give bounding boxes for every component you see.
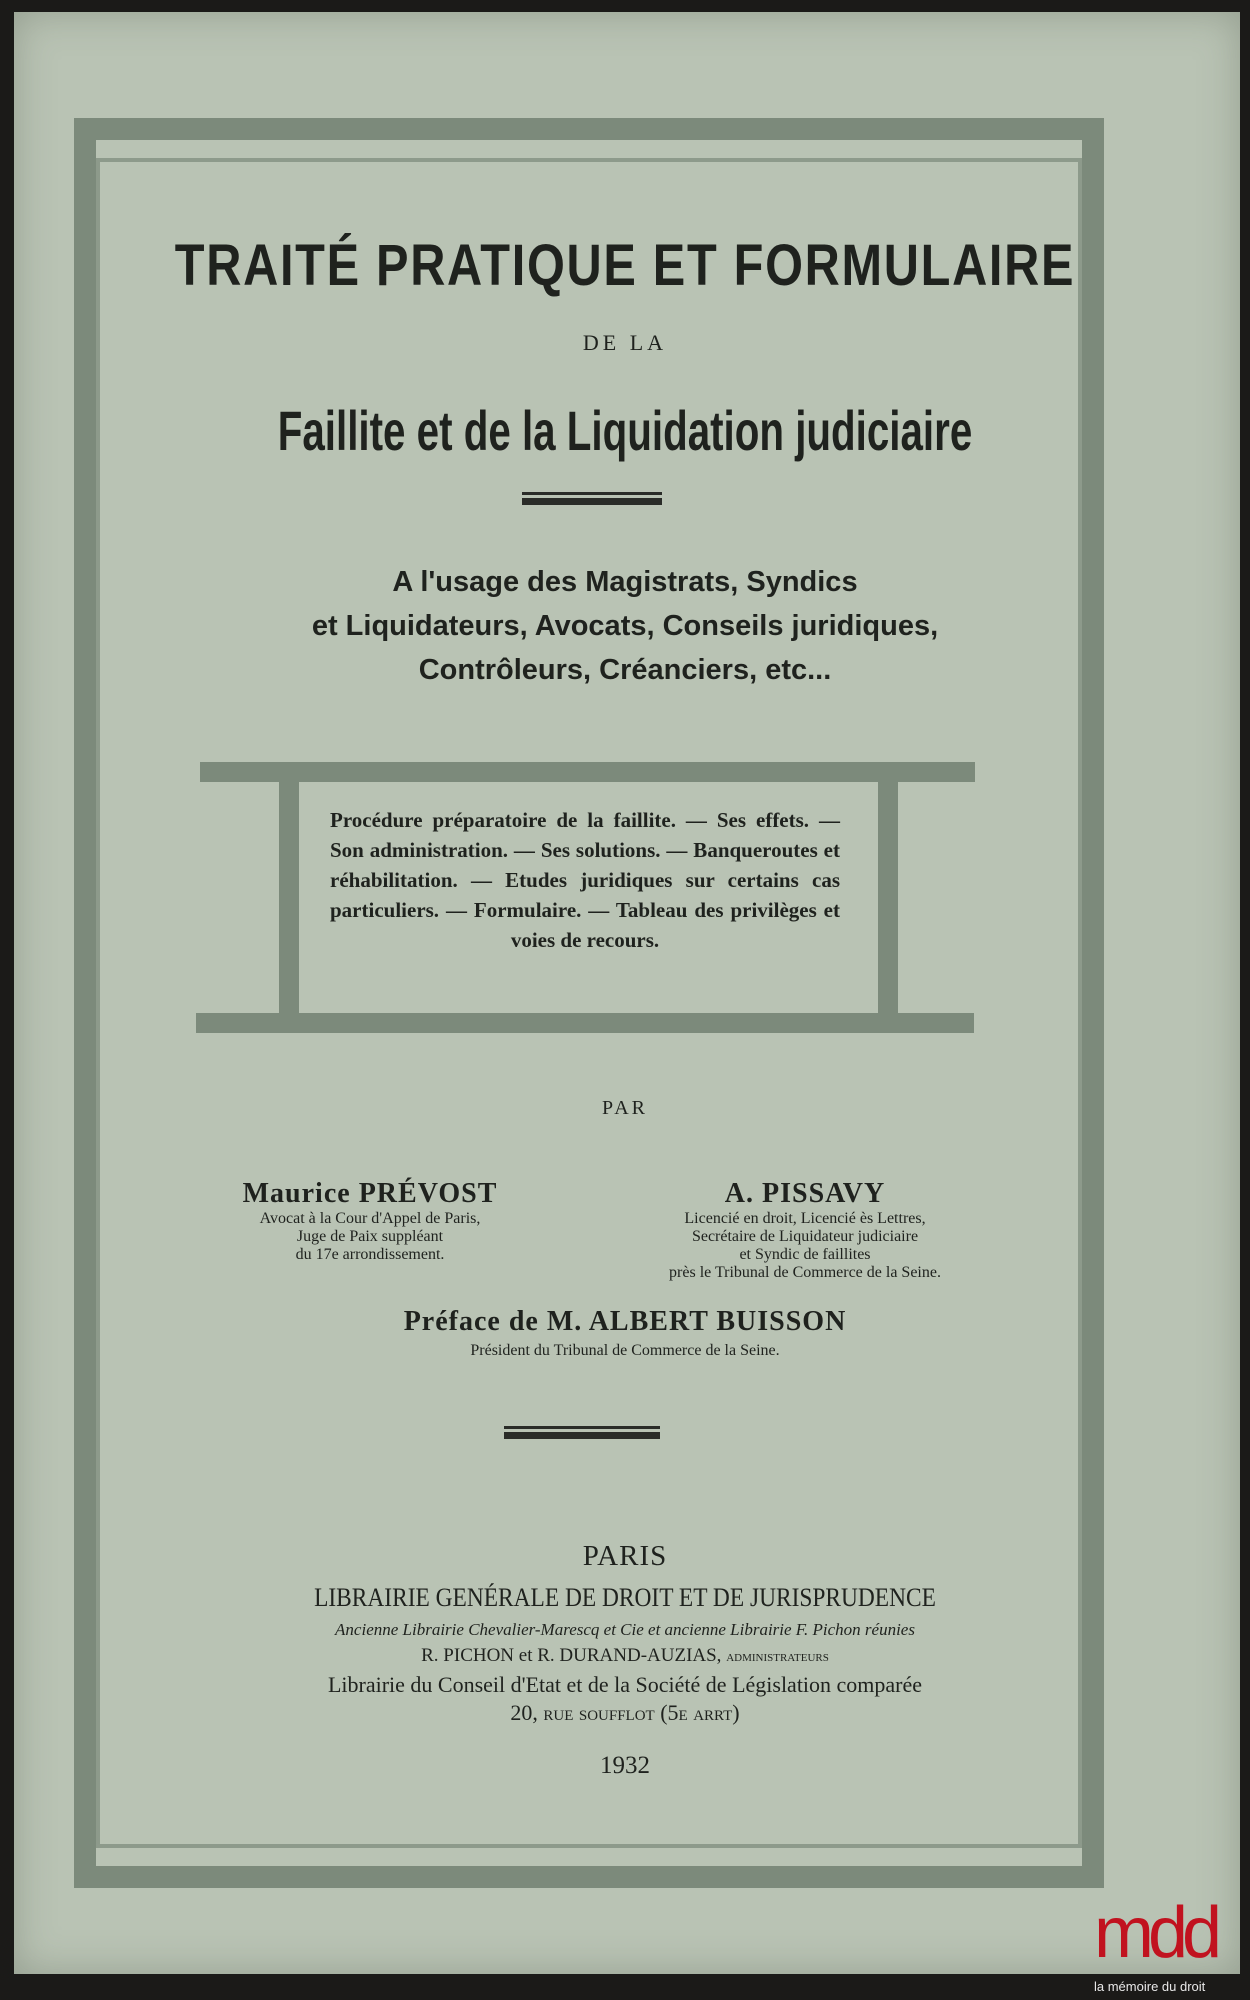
contents-frame-bottom: [196, 1013, 974, 1033]
logo-tagline: la mémoire du droit: [1094, 1979, 1206, 1994]
author-credential: Secrétaire de Liquidateur judiciaire: [691, 1228, 919, 1245]
contents-frame-right: [878, 782, 898, 1013]
divider-rule-thin: [522, 492, 662, 495]
author-credential: Juge de Paix suppléant: [296, 1228, 444, 1245]
administrator-names: R. PICHON et R. DURAND-AUZIAS,: [421, 1645, 722, 1666]
address-street: rue soufflot (5e arrt): [543, 1700, 740, 1725]
preface-author-title: Président du Tribunal de Commerce de la Seine.: [470, 1342, 780, 1359]
mdd-logo: [1090, 1893, 1250, 2000]
audience-line: et Liquidateurs, Avocats, Conseils juridiques,: [311, 610, 939, 642]
book-title: TRAITÉ PRATIQUE ET FORMULAIRE: [174, 233, 1076, 298]
divider-rule-thin: [504, 1426, 660, 1429]
by-label: PAR: [601, 1097, 649, 1119]
publisher-name: LIBRAIRIE GENÉRALE DE DROIT ET DE JURISPRUDENCE: [314, 1583, 936, 1612]
author-credential: et Syndic de faillites: [739, 1246, 871, 1263]
logo-letters: mdd: [1094, 1893, 1217, 1973]
publisher-address: [0, 1700, 1250, 1726]
audience-text: [0, 560, 1250, 692]
publisher-administrators: [0, 1645, 1250, 1667]
author-credential: du 17e arrondissement.: [295, 1246, 445, 1263]
author-prevost: [190, 1178, 550, 1264]
contents-frame-left: [279, 782, 299, 1013]
author-pissavy: [615, 1178, 995, 1282]
author-credential: Avocat à la Cour d'Appel de Paris,: [259, 1210, 481, 1227]
publisher-affiliation: Librairie du Conseil d'Etat et de la Société de Législation comparée: [327, 1672, 923, 1697]
contents-summary: Procédure préparatoire de la faillite. — Ses effets. — Son administration. — Ses solutions. — Banqueroutes et réhabilitation. — Etudes juridiques sur certains cas particuliers. — Formulaire. — Tableau des privilèges et voies de recours.: [330, 808, 840, 952]
title-connector: DE LA: [582, 330, 668, 355]
contents-frame-top: [200, 762, 975, 782]
author-name: A. PISSAVY: [724, 1178, 886, 1209]
audience-line: Contrôleurs, Créanciers, etc...: [418, 654, 832, 686]
divider-rule-thick: [504, 1432, 660, 1439]
author-name: Maurice PRÉVOST: [242, 1178, 498, 1209]
book-subtitle: Faillite et de la Liquidation judiciaire: [277, 399, 973, 462]
audience-line: A l'usage des Magistrats, Syndics: [392, 566, 858, 598]
publisher-history: Ancienne Librairie Chevalier-Marescq et Cie et ancienne Librairie F. Pichon réunies: [335, 1620, 915, 1639]
author-credential: près le Tribunal de Commerce de la Seine.: [669, 1264, 941, 1281]
divider-rule-thick: [522, 498, 662, 505]
publication-year: 1932: [600, 1752, 650, 1779]
administrator-role: administrateurs: [726, 1648, 829, 1665]
publisher-city: PARIS: [582, 1540, 668, 1572]
address-number: 20,: [510, 1700, 538, 1725]
preface-credit: Préface de M. ALBERT BUISSON: [403, 1306, 847, 1337]
author-credential: Licencié en droit, Licencié ès Lettres,: [684, 1210, 926, 1227]
